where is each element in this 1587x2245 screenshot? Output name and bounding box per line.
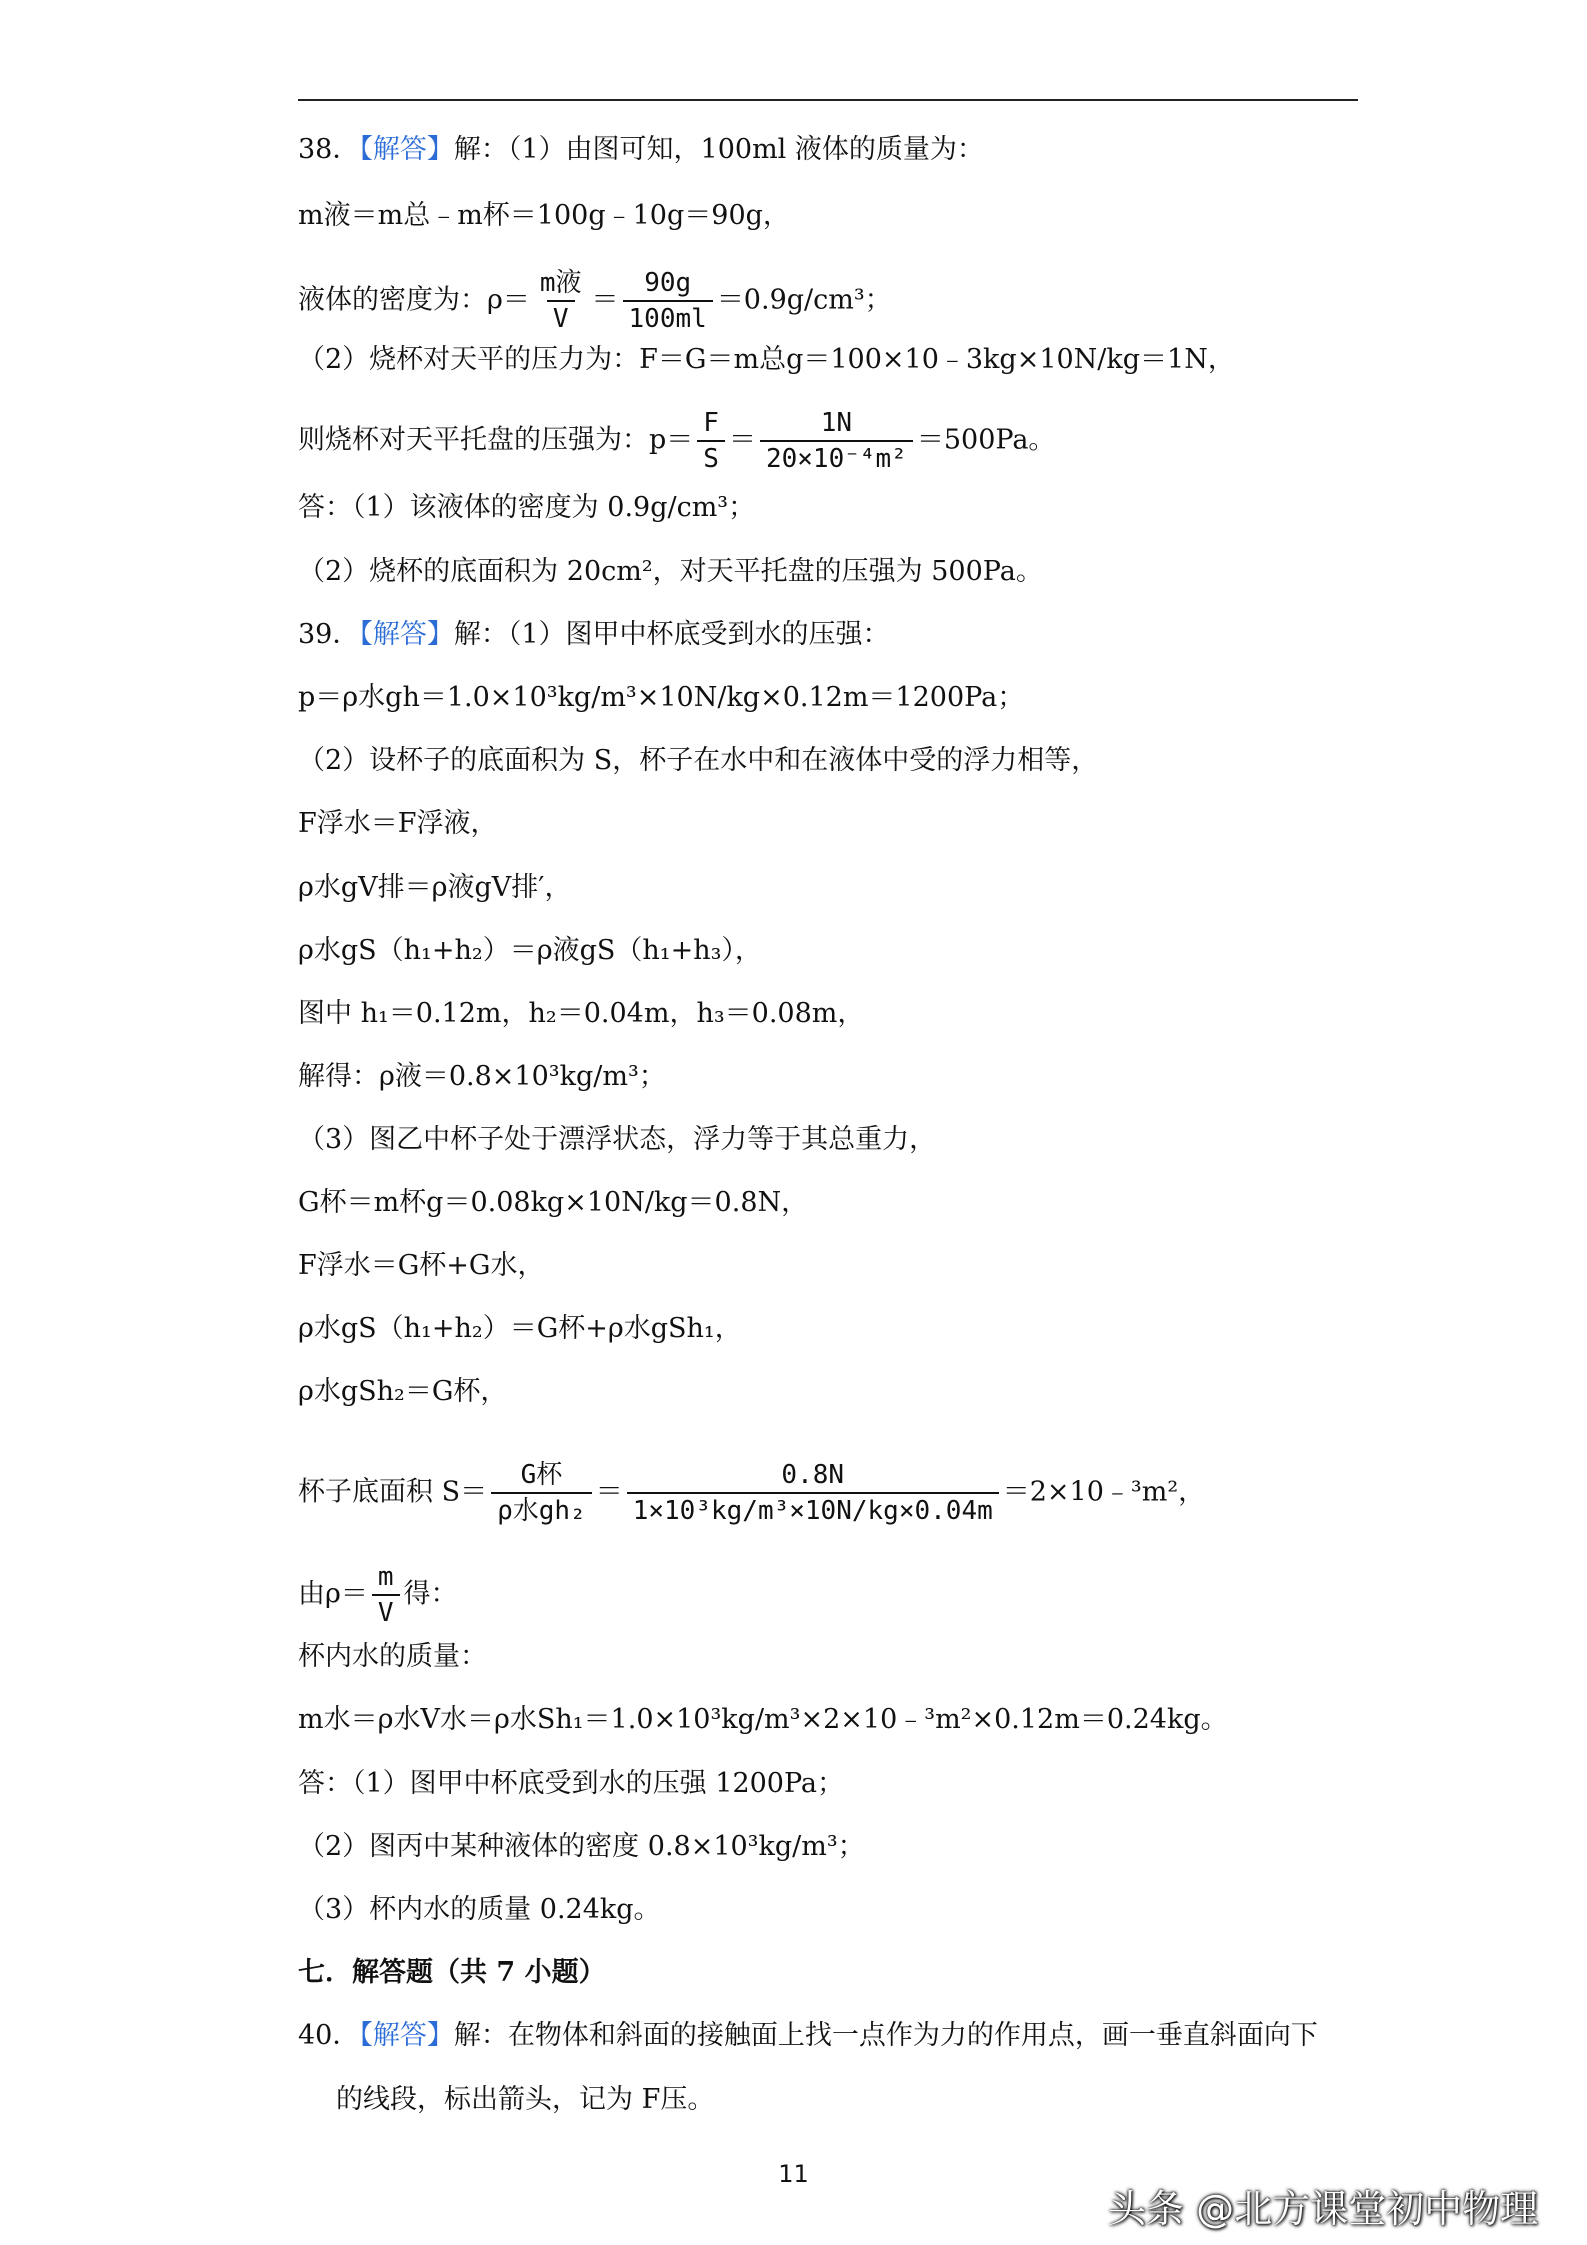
q39-line-4: F浮水＝F浮液， [298, 808, 498, 839]
frac-den: ρ水gh₂ [491, 1492, 592, 1526]
frac-den: 100ml [623, 300, 713, 334]
q39-line-12: ρ水gS（h₁+h₂）＝G杯+ρ水gSh₁， [298, 1313, 742, 1344]
q40-text-1: 解：在物体和斜面的接触面上找一点作为力的作用点，画一垂直斜面向下 [453, 2020, 1318, 2051]
density-result: ＝0.9g/cm³； [716, 284, 892, 316]
q40-line-2: 的线段，标出箭头，记为 F压。 [336, 2084, 715, 2115]
area-result: ＝2×10﹣³m²， [1002, 1476, 1206, 1508]
q38-line-1 [298, 130, 984, 170]
q38-line-6: 答：（1）该液体的密度为 0.9g/cm³； [298, 492, 756, 523]
frac-den: 20×10⁻⁴m² [760, 440, 913, 474]
answer-tag: 【解答】 [359, 134, 454, 165]
q39-line-1 [298, 615, 890, 655]
q39-line-6: ρ水gS（h₁+h₂）＝ρ液gS（h₁+h₃）， [298, 935, 762, 966]
q39-line-11: F浮水＝G杯+G水， [298, 1250, 545, 1281]
q38-line-5: 则烧杯对天平托盘的压强为：p＝ $\frac{F}{S}$ ＝ $\frac{1N}{\text{20×10⁻⁴m²}}$ ＝500Pa。 [298, 408, 1056, 474]
q38-line-7: （2）烧杯的底面积为 20cm²，对天平托盘的压强为 500Pa。 [298, 556, 1043, 587]
frac-den: V [547, 300, 575, 334]
q38-line-4: （2）烧杯对天平的压力为：F＝G＝m总g＝100×10﹣3kg×10N/kg＝1N， [298, 344, 1235, 375]
watermark: 头条 @北方课堂初中物理 [1108, 2187, 1539, 2231]
answer-tag: 【解答】 [359, 619, 454, 650]
frac-num: 0.8N [781, 1460, 845, 1490]
frac-den: 1×10³kg/m³×10N/kg×0.04m [627, 1492, 999, 1526]
q39-line-5: ρ水gV排＝ρ液gV排′， [298, 872, 572, 903]
q39-line-9: （3）图乙中杯子处于漂浮状态，浮力等于其总重力， [298, 1124, 937, 1155]
q40-line-1 [298, 2016, 1318, 2056]
page-number: 11 [778, 2160, 809, 2188]
question-number: 38． [298, 134, 360, 165]
fraction-90g-over-100ml [623, 268, 713, 334]
frac-num: m液 [539, 268, 582, 298]
q38-line-2: m液＝m总﹣m杯＝100g﹣10g＝90g， [298, 200, 790, 231]
fraction-m-over-v [372, 1562, 400, 1628]
frac-den: S [697, 440, 725, 474]
fraction-1n-over-area [760, 408, 913, 474]
area-label: 杯子底面积 S＝ [298, 1476, 488, 1508]
pressure-label: 则烧杯对天平托盘的压强为：p＝ [298, 424, 694, 456]
fraction-area-calc [627, 1460, 999, 1526]
fraction-g-over-rho-g-h [491, 1460, 592, 1526]
section-heading: 七．解答题（共 7 小题） [298, 1957, 606, 1988]
question-number: 40． [298, 2020, 360, 2051]
q39-line-7: 图中 h₁＝0.12m，h₂＝0.04m，h₃＝0.08m， [298, 998, 865, 1029]
q38-line-3: 液体的密度为：ρ＝ $\frac{\text{m液}}{V}$ ＝ $\frac{90g}{100ml}$ ＝0.9g/cm³； [298, 268, 892, 334]
q39-line-19: （2）图丙中某种液体的密度 0.8×10³kg/m³； [298, 1831, 865, 1862]
frac-num: 1N [820, 408, 853, 438]
q39-line-15 [298, 1562, 458, 1628]
q39-line-2: p＝ρ水gh＝1.0×10³kg/m³×10N/kg×0.12m＝1200Pa； [298, 682, 1025, 713]
frac-den: V [372, 1594, 400, 1628]
q38-text-1: 解：（1）由图可知，100ml 液体的质量为： [453, 134, 984, 165]
frac-num: 90g [644, 268, 692, 298]
rho-suffix: 得： [403, 1578, 458, 1610]
header-rule [298, 99, 1358, 101]
q39-line-8: 解得：ρ液＝0.8×10³kg/m³； [298, 1061, 666, 1092]
q39-text-1: 解：（1）图甲中杯底受到水的压强： [453, 619, 890, 650]
density-label: 液体的密度为：ρ＝ [298, 284, 530, 316]
fraction-m-over-v [534, 268, 588, 334]
q39-line-14: 杯子底面积 S＝ $\frac{\text{G杯}}{\text{ρ水gh₂}}$ ＝ $\frac{0.8N}{\text{1×10³kg/m³×10N/kg×0.04m}}$ ＝2×10﹣³m²， [298, 1460, 1206, 1526]
q39-line-20: （3）杯内水的质量 0.24kg。 [298, 1894, 661, 1925]
q39-line-13: ρ水gSh₂＝G杯， [298, 1376, 508, 1407]
q39-line-16: 杯内水的质量： [298, 1641, 487, 1672]
q39-line-18: 答：（1）图甲中杯底受到水的压强 1200Pa； [298, 1768, 845, 1799]
fraction-f-over-s [697, 408, 725, 474]
answer-tag: 【解答】 [359, 2020, 454, 2051]
question-number: 39． [298, 619, 360, 650]
q39-line-10: G杯＝m杯g＝0.08kg×10N/kg＝0.8N， [298, 1187, 809, 1218]
frac-num: G杯 [520, 1460, 563, 1490]
frac-num: m [377, 1562, 394, 1592]
frac-num: F [703, 408, 719, 438]
pressure-result: ＝500Pa。 [916, 424, 1056, 456]
q39-line-3: （2）设杯子的底面积为 S，杯子在水中和在液体中受的浮力相等， [298, 745, 1099, 776]
q39-line-17: m水＝ρ水V水＝ρ水Sh₁＝1.0×10³kg/m³×2×10﹣³m²×0.12m＝0.24kg。 [298, 1704, 1228, 1735]
rho-label: 由ρ＝ [298, 1578, 368, 1610]
